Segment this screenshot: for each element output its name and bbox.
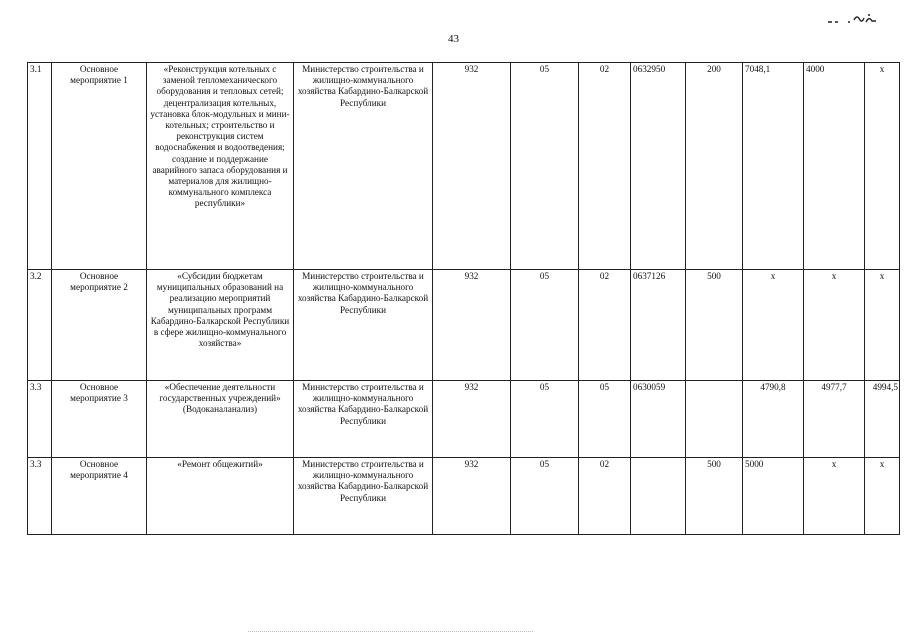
scan-artifact-line (248, 631, 533, 633)
amount-year-3: x (865, 63, 900, 270)
grbs-code: 932 (433, 381, 511, 458)
responsible-executor: Министерство строительства и жилищно-коммунального хозяйства Кабардино-Балкарской Республики (294, 458, 433, 535)
target-article-code: 0632950 (631, 63, 686, 270)
grbs-code: 932 (433, 270, 511, 381)
subsection-code: 02 (579, 270, 631, 381)
expense-type-code (686, 381, 743, 458)
amount-year-3: x (865, 458, 900, 535)
amount-year-1: x (743, 270, 804, 381)
section-code: 05 (511, 458, 579, 535)
table-row (28, 381, 900, 458)
section-code: 05 (511, 381, 579, 458)
grbs-code: 932 (433, 63, 511, 270)
activity-name: «Реконструкция котельных с заменой тепломеханического оборудования и тепловых сетей; децентрализация котельных, установка блок-модульных и мини-котельных; строительство и реконструкция систем водоснабжения и водоотведения; создание и поддержание аварийного запаса оборудования и материалов для жилищно-коммунального комплекса республики» (147, 63, 294, 270)
activity-name: «Субсидии бюджетам муниципальных образований на реализацию мероприятий муниципальных программ Кабардино-Балкарской Республики в сфере жилищно-коммунального хозяйства» (147, 270, 294, 381)
target-article-code: 0637126 (631, 270, 686, 381)
subsection-code: 02 (579, 63, 631, 270)
page-number: 43 (448, 33, 459, 45)
responsible-executor: Министерство строительства и жилищно-коммунального хозяйства Кабардино-Балкарской Республики (294, 381, 433, 458)
expense-type-code: 500 (686, 270, 743, 381)
subsection-code: 05 (579, 381, 631, 458)
row-number: 3.1 (28, 63, 52, 270)
activity-type: Основное мероприятие 1 (52, 63, 147, 270)
activity-name: «Ремонт общежитий» (147, 458, 294, 535)
row-number: 3.3 (28, 381, 52, 458)
amount-year-3: 4994,5 (865, 381, 900, 458)
table-row (28, 270, 900, 381)
program-activities-table (27, 62, 900, 535)
activity-type: Основное мероприятие 4 (52, 458, 147, 535)
responsible-executor: Министерство строительства и жилищно-коммунального хозяйства Кабардино-Балкарской Республики (294, 63, 433, 270)
activity-type: Основное мероприятие 2 (52, 270, 147, 381)
amount-year-1: 4790,8 (743, 381, 804, 458)
expense-type-code: 200 (686, 63, 743, 270)
expense-type-code: 500 (686, 458, 743, 535)
subsection-code: 02 (579, 458, 631, 535)
amount-year-1: 5000 (743, 458, 804, 535)
row-number: 3.3 (28, 458, 52, 535)
table-row (28, 458, 900, 535)
grbs-code: 932 (433, 458, 511, 535)
amount-year-2: x (804, 270, 865, 381)
activity-name: «Обеспечение деятельности государственных учреждений» (Водоканаланализ) (147, 381, 294, 458)
activity-type: Основное мероприятие 3 (52, 381, 147, 458)
amount-year-3: x (865, 270, 900, 381)
amount-year-2: 4000 (804, 63, 865, 270)
row-number: 3.2 (28, 270, 52, 381)
target-article-code: 0630059 (631, 381, 686, 458)
responsible-executor: Министерство строительства и жилищно-коммунального хозяйства Кабардино-Балкарской Республики (294, 270, 433, 381)
section-code: 05 (511, 270, 579, 381)
table-row (28, 63, 900, 270)
amount-year-2: x (804, 458, 865, 535)
handwritten-mark-icon (826, 11, 878, 25)
target-article-code (631, 458, 686, 535)
amount-year-2: 4977,7 (804, 381, 865, 458)
section-code: 05 (511, 63, 579, 270)
amount-year-1: 7048,1 (743, 63, 804, 270)
